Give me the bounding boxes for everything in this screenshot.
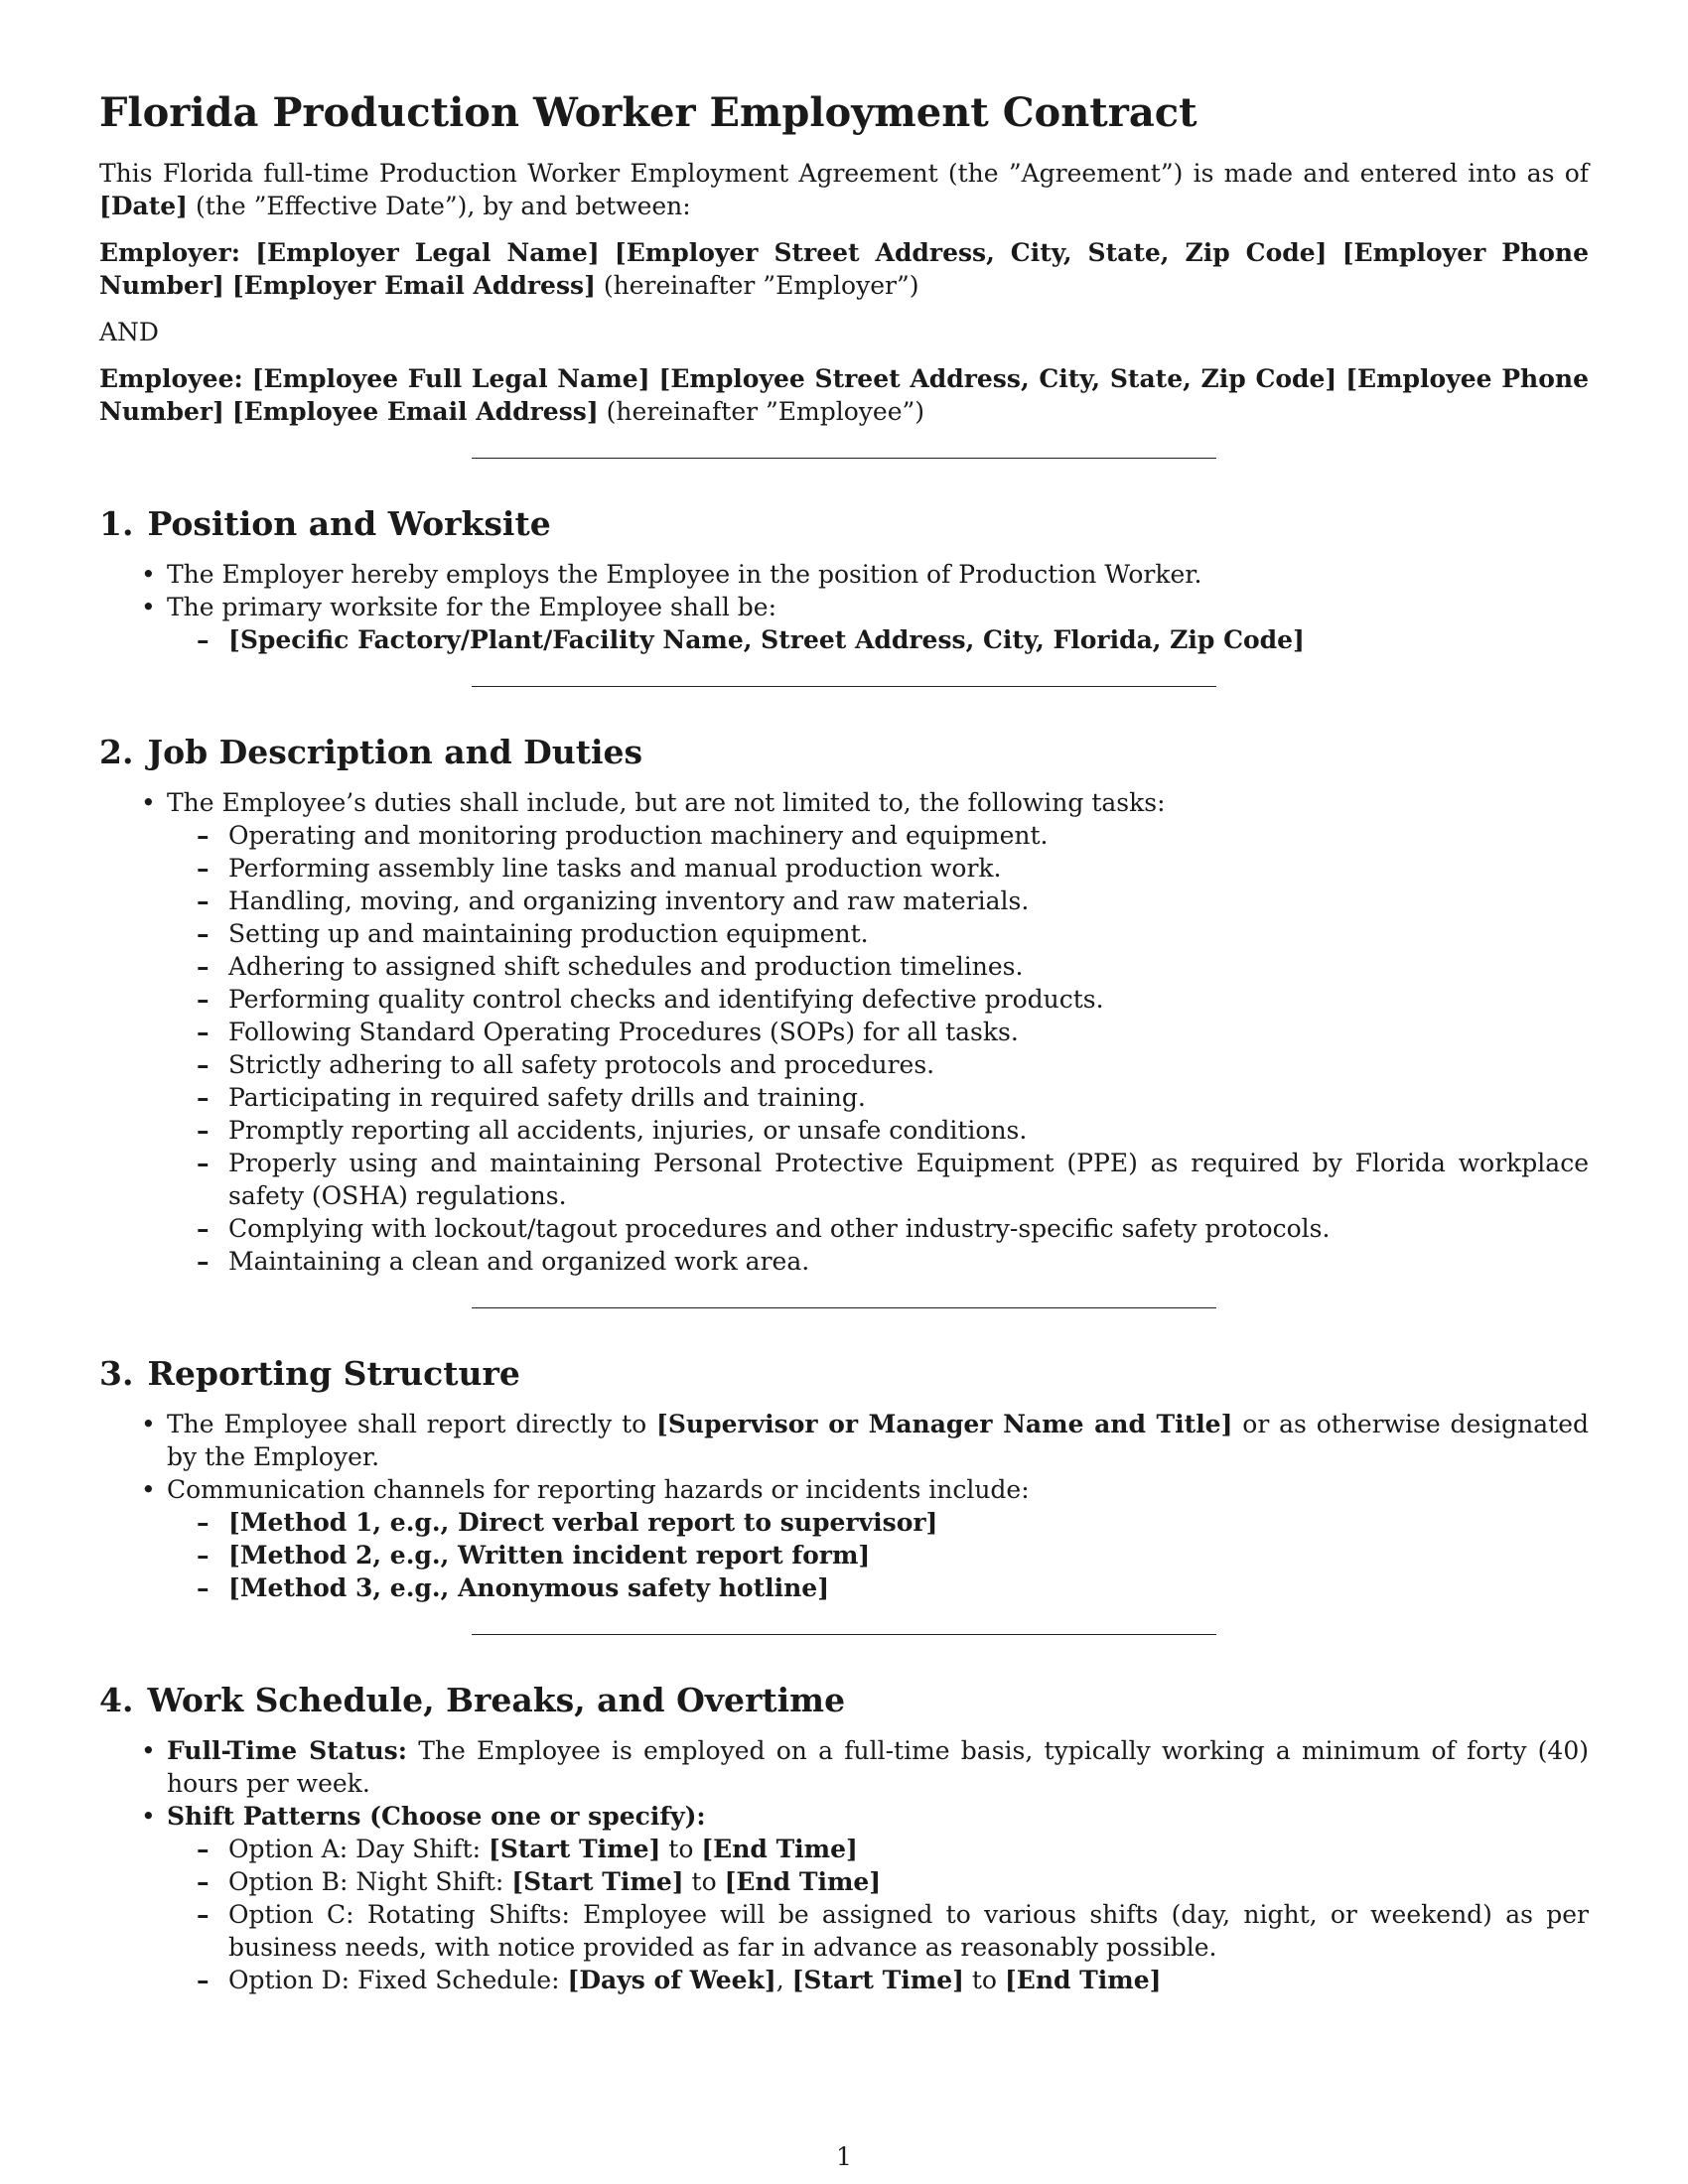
and-separator: AND (99, 318, 159, 346)
duty-item: – Performing assembly line tasks and manual production work. (167, 852, 1589, 885)
section-divider (472, 1634, 1216, 1635)
list-item: • Communication channels for reporting hazards or incidents include: – [Method 1, e.g., Direct verbal report to supervisor] – [Method 2, e.g., Written incident report form] – [Method 3, e.g., Anonymous safety hotline] (99, 1473, 1589, 1604)
shift-option-b: – Option B: Night Shift: [Start Time] to [End Time] (167, 1865, 1589, 1898)
duty-item: – Operating and monitoring production machinery and equipment. (167, 819, 1589, 852)
section-heading-duties: 2. Job Description and Duties (99, 733, 643, 771)
position-list (99, 558, 1589, 656)
section-divider (472, 686, 1216, 687)
worksite-placeholder: – [Specific Factory/Plant/Facility Name, Street Address, City, Florida, Zip Code] (167, 623, 1589, 656)
shift-option-c: – Option C: Rotating Shifts: Employee will be assigned to various shifts (day, night, or weekend) as per business needs, with notice provided as far in advance as reasonably possible. (167, 1898, 1589, 1964)
duties-list (99, 786, 1589, 1278)
employer-block: Employer: [Employer Legal Name] [Employer Street Address, City, State, Zip Code] [Employer Phone Number] [Employer Email Address] (hereinafter ”Employer”) (99, 238, 1589, 300)
list-item: • Shift Patterns (Choose one or specify): – Option A: Day Shift: [Start Time] to [End Time] – Option B: Night Shift: [Start Time] to [End Time] – Option C: Rotating Shifts: Employee will be assigned to various shifts (day, night, or weekend) as per business needs, with notice provided as far in advance as reasonably possible. – Option D: Fixed Schedule: [Days of Week], [Start Time] to [End Time] (99, 1800, 1589, 1996)
duty-item: – Properly using and maintaining Personal Protective Equipment (PPE) as required by Florida workplace safety (OSHA) regulations. (167, 1147, 1589, 1212)
employee-phone-placeholder: [Employee Phone Number] (99, 364, 1589, 426)
reporting-list (99, 1408, 1589, 1604)
duty-item: – Adhering to assigned shift schedules and production timelines. (167, 950, 1589, 983)
employee-block: Employee: [Employee Full Legal Name] [Employee Street Address, City, State, Zip Code] [Employee Phone Number] [Employee Email Address] (hereinafter ”Employee”) (99, 364, 1589, 426)
duty-item: – Maintaining a clean and organized work area. (167, 1245, 1589, 1278)
method-item: – [Method 3, e.g., Anonymous safety hotline] (167, 1571, 1589, 1604)
shift-option-d: – Option D: Fixed Schedule: [Days of Week], [Start Time] to [End Time] (167, 1964, 1589, 1996)
document-title: Florida Production Worker Employment Contract (99, 89, 1197, 136)
section-divider (472, 1307, 1216, 1308)
employer-phone-placeholder: [Employer Phone Number] (99, 238, 1589, 300)
duty-item: – Setting up and maintaining production equipment. (167, 917, 1589, 950)
shift-option-a: – Option A: Day Shift: [Start Time] to [End Time] (167, 1833, 1589, 1865)
duty-item: – Participating in required safety drills and training. (167, 1081, 1589, 1114)
list-item: • The Employee shall report directly to [Supervisor or Manager Name and Title] or as otherwise designated by the Employer. (99, 1408, 1589, 1473)
employee-name-placeholder: [Employee Full Legal Name] (251, 364, 650, 393)
list-item: • The Employee’s duties shall include, but are not limited to, the following tasks: – Operating and monitoring production machinery and equipment. – Performing assembly line tasks and manual production work. – Handling, moving, and organizing inventory and raw materials. – Setting up and maintaining production equipment. – Adhering to assigned shift schedules and production timelines. – Performing quality control checks and identifying defective products. – Following Standard Operating Procedures (SOPs) for all tasks. – Strictly adhering to all safety protocols and procedures. – Participating in required safety drills and training. – Promptly reporting all accidents, injuries, or unsafe conditions. – Properly using and maintaining Personal Protective Equipment (PPE) as required by Florida workplace safety (OSHA) regulations. – Complying with lockout/tagout procedures and other industry-specific safety protocols. – Maintaining a clean and organized work area. (99, 786, 1589, 1278)
employee-email-placeholder: [Employee Email Address] (231, 397, 599, 426)
section-heading-reporting: 3. Reporting Structure (99, 1354, 520, 1393)
list-item: • Full-Time Status: The Employee is employed on a full-time basis, typically working a minimum of forty (40) hours per week. (99, 1734, 1589, 1800)
intro-paragraph: This Florida full-time Production Worker Employment Agreement (the ”Agreement”) is made and entered into as of [Date] (the ”Effective Date”), by and between: (99, 159, 1589, 220)
duty-item: – Handling, moving, and organizing inventory and raw materials. (167, 885, 1589, 917)
section-divider (472, 458, 1216, 459)
supervisor-placeholder: [Supervisor or Manager Name and Title] (656, 1410, 1233, 1438)
duty-item: – Complying with lockout/tagout procedures and other industry-specific safety protocols. (167, 1212, 1589, 1245)
duty-item: – Following Standard Operating Procedures (SOPs) for all tasks. (167, 1016, 1589, 1048)
schedule-list (99, 1734, 1589, 1996)
employer-email-placeholder: [Employer Email Address] (231, 271, 596, 300)
duty-item: – Strictly adhering to all safety protocols and procedures. (167, 1048, 1589, 1081)
list-item: • The primary worksite for the Employee shall be: – [Specific Factory/Plant/Facility Name, Street Address, City, Florida, Zip Code] (99, 591, 1589, 656)
employer-name-placeholder: [Employer Legal Name] (255, 238, 600, 267)
employer-address-placeholder: [Employer Street Address, City, State, Zip Code] (614, 238, 1328, 267)
duty-item: – Promptly reporting all accidents, injuries, or unsafe conditions. (167, 1114, 1589, 1147)
employee-address-placeholder: [Employee Street Address, City, State, Zip Code] (658, 364, 1337, 393)
duty-item: – Performing quality control checks and identifying defective products. (167, 983, 1589, 1016)
effective-date-placeholder: [Date] (99, 192, 188, 220)
method-item: – [Method 2, e.g., Written incident report form] (167, 1539, 1589, 1571)
section-heading-position: 1. Position and Worksite (99, 504, 551, 543)
section-heading-schedule: 4. Work Schedule, Breaks, and Overtime (99, 1681, 846, 1719)
list-item: • The Employer hereby employs the Employee in the position of Production Worker. (99, 558, 1589, 591)
document-page (99, 87, 1589, 1996)
method-item: – [Method 1, e.g., Direct verbal report to supervisor] (167, 1506, 1589, 1539)
page-number: 1 (836, 2142, 852, 2171)
